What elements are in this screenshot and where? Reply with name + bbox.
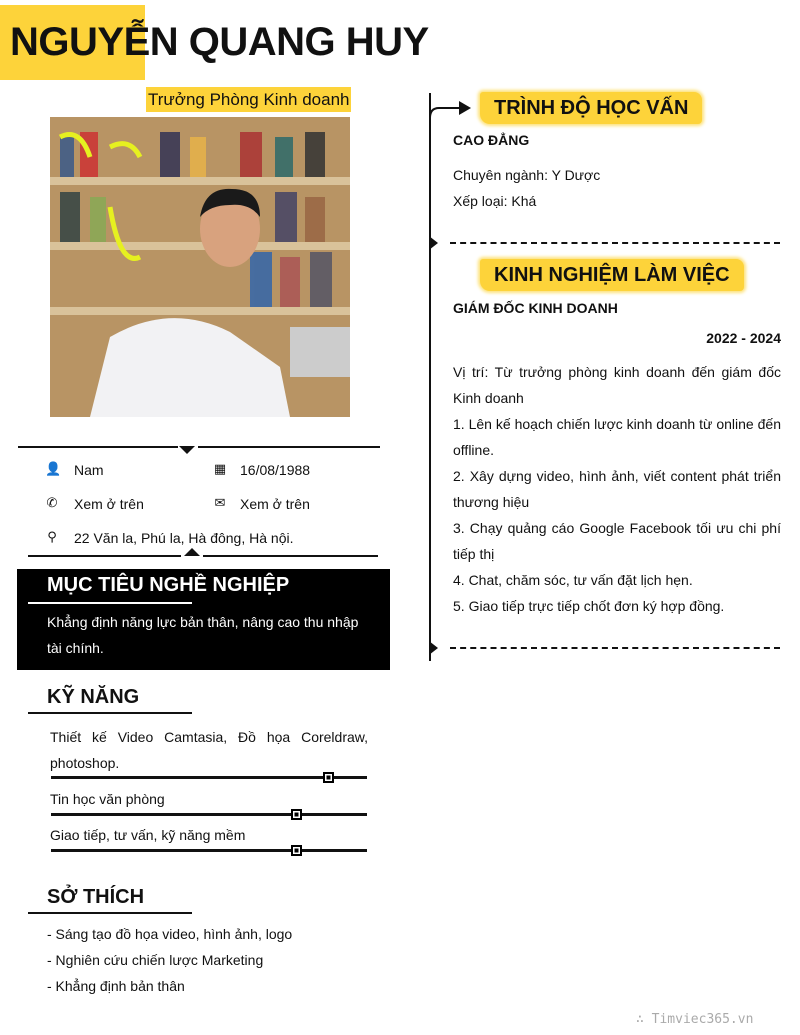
birthday-value: 16/08/1988 [240, 462, 311, 478]
phone-value: Xem ở trên [74, 496, 144, 512]
candidate-name: NGUYỄN QUANG HUY [10, 20, 429, 64]
experience-line: 5. Giao tiếp trực tiếp chốt đơn ký hợp đồng. [453, 598, 725, 614]
experience-description [453, 359, 781, 619]
watermark: ∴ Timviec365.vn [636, 1012, 754, 1027]
hobbies-title: SỞ THÍCH [47, 886, 145, 908]
divider [18, 446, 178, 448]
experience-title: KINH NGHIỆM LÀM VIỆC [480, 259, 744, 291]
dashed-divider [450, 647, 780, 649]
calendar-icon: ▦ [213, 461, 227, 476]
experience-line: Vị trí: Từ trưởng phòng kinh doanh đến giám đốc Kinh doanh [453, 364, 781, 406]
triangle-down-icon [179, 446, 195, 454]
timeline-line [429, 93, 431, 661]
education-rank: Xếp loại: Khá [453, 193, 537, 209]
triangle-up-icon [184, 548, 200, 556]
skill-label: Thiết kế Video Camtasia, Đồ họa Coreldraw, photoshop. [50, 729, 368, 771]
title-underline [28, 912, 192, 914]
skill-level-marker [291, 809, 302, 820]
skill-bar [51, 776, 367, 779]
skill-level-marker [323, 772, 334, 783]
divider [203, 555, 378, 557]
timeline-marker-icon [429, 236, 438, 250]
arrow-right-icon [429, 98, 474, 120]
phone-icon: ✆ [46, 495, 58, 510]
address-value: 22 Văn la, Phú la, Hà đông, Hà nội. [74, 530, 294, 546]
experience-line: 2. Xây dựng video, hình ảnh, viết content phát triển thương hiệu [453, 468, 781, 510]
skill-level-marker [291, 845, 302, 856]
location-pin-icon: ⚲ [47, 529, 57, 544]
job-title: Trưởng Phòng Kinh doanh [146, 87, 351, 112]
experience-line: 3. Chạy quảng cáo Google Facebook tối ưu chi phí tiếp thị [453, 520, 781, 562]
education-major: Chuyên ngành: Y Dược [453, 167, 601, 183]
timeline-marker-icon [429, 641, 438, 655]
email-icon: ✉ [214, 495, 226, 510]
education-title: TRÌNH ĐỘ HỌC VẤN [480, 92, 702, 124]
dashed-divider [450, 242, 780, 244]
objective-title: MỤC TIÊU NGHỀ NGHIỆP [47, 574, 290, 596]
experience-line: 4. Chat, chăm sóc, tư vấn đặt lịch hẹn. [453, 572, 693, 588]
hobby-item: - Nghiên cứu chiến lược Marketing [47, 952, 264, 968]
title-underline [28, 712, 192, 714]
hobby-item: - Sáng tạo đồ họa video, hình ảnh, logo [47, 926, 293, 942]
experience-period: 2022 - 2024 [706, 330, 781, 346]
skill-bar [51, 849, 367, 852]
title-underline [28, 602, 192, 604]
email-value: Xem ở trên [240, 496, 310, 512]
skill-bar [51, 813, 367, 816]
user-icon: 👤 [45, 461, 62, 476]
hobby-item: - Khẳng định bản thân [47, 978, 185, 994]
skills-title: KỸ NĂNG [47, 686, 140, 708]
education-degree: CAO ĐẲNG [453, 132, 530, 148]
divider [28, 555, 181, 557]
skill-label: Tin học văn phòng [50, 791, 165, 807]
experience-line: 1. Lên kế hoạch chiến lược kinh doanh từ online đến offline. [453, 416, 781, 458]
gender-value: Nam [74, 462, 104, 478]
experience-position: GIÁM ĐỐC KINH DOANH [453, 300, 618, 316]
skill-label: Giao tiếp, tư vấn, kỹ năng mềm [50, 827, 246, 843]
objective-text: Khẳng định năng lực bản thân, nâng cao thu nhập tài chính. [47, 614, 359, 656]
objective-section [17, 569, 390, 670]
profile-photo [50, 117, 350, 417]
divider [198, 446, 380, 448]
